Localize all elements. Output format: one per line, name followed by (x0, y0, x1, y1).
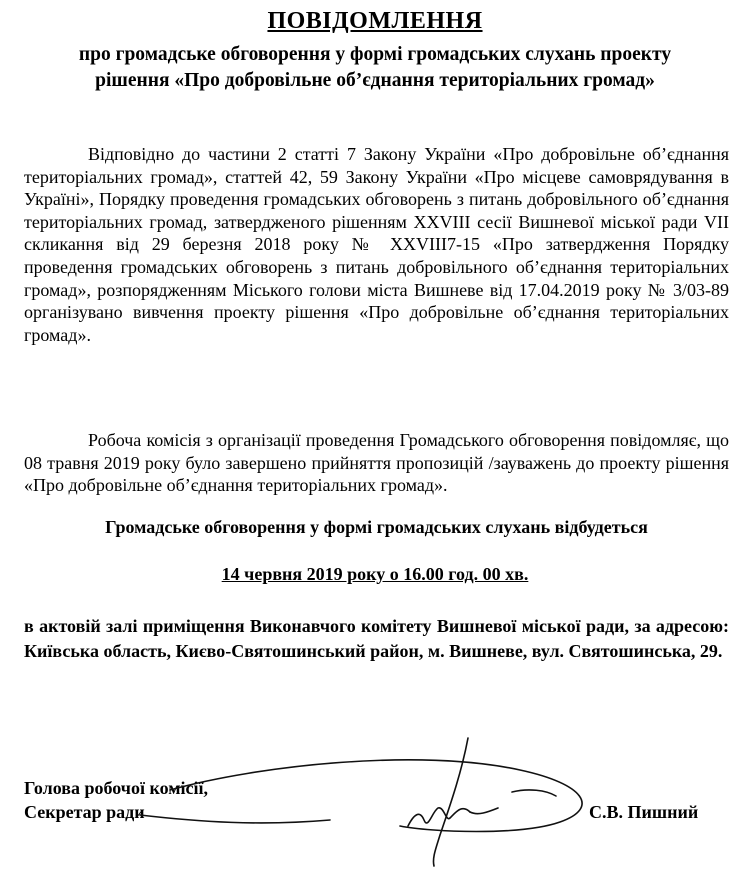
signatory-title-chair: Голова робочої комісії, (24, 778, 209, 798)
hearing-location: в актовій залі приміщення Виконавчого комітету Вишневої міської ради, за адресою: Київська область, Києво-Святошинський район, м. Вишневе, вул. Святошинська, 29. (24, 616, 729, 661)
document-title: ПОВІДОМЛЕННЯ (267, 8, 483, 34)
signatory-name: С.В. Пишний (589, 802, 699, 822)
signatory-title-secretary: Секретар ради (24, 802, 145, 822)
document-subtitle: про громадське обговорення у формі громадських слухань проекту рішення «Про добровільне об’єднання територіальних громад» (78, 44, 672, 91)
hearing-datetime: 14 червня 2019 року о 16.00 год. 00 хв. (221, 564, 529, 584)
paragraph-commission-notice: Робоча комісія з організації проведення Громадського обговорення повідомляє, що 08 травня 2019 року було завершено прийняття пропозицій /зауважень до проекту рішення «Про добровільне об’єднання територіальних громад». (24, 430, 729, 496)
hearing-announcement: Громадське обговорення у формі громадських слухань відбудеться (105, 517, 648, 537)
paragraph-legal-basis: Відповідно до частини 2 статті 7 Закону України «Про добровільне об’єднання територіальних громад», статтей 42, 59 Закону України «Про місцеве самоврядування в Україні», Порядку проведення громадських обговорень з питань добровільного об’єднання територіальних громад, затвердженого рішенням XXVIII сесії Вишневої міської ради VII скликання від 29 березня 2018 року № XXVIII7-15 «Про затвердження Порядку проведення громадських обговорень з питань добровільного об’єднання територіальних громад», розпорядженням Міського голови міста Вишневе від 17.04.2019 року № 3/03-89 організувано вивчення проекту рішення «Про добровільне об’єднання територіальних громад». (24, 144, 729, 345)
